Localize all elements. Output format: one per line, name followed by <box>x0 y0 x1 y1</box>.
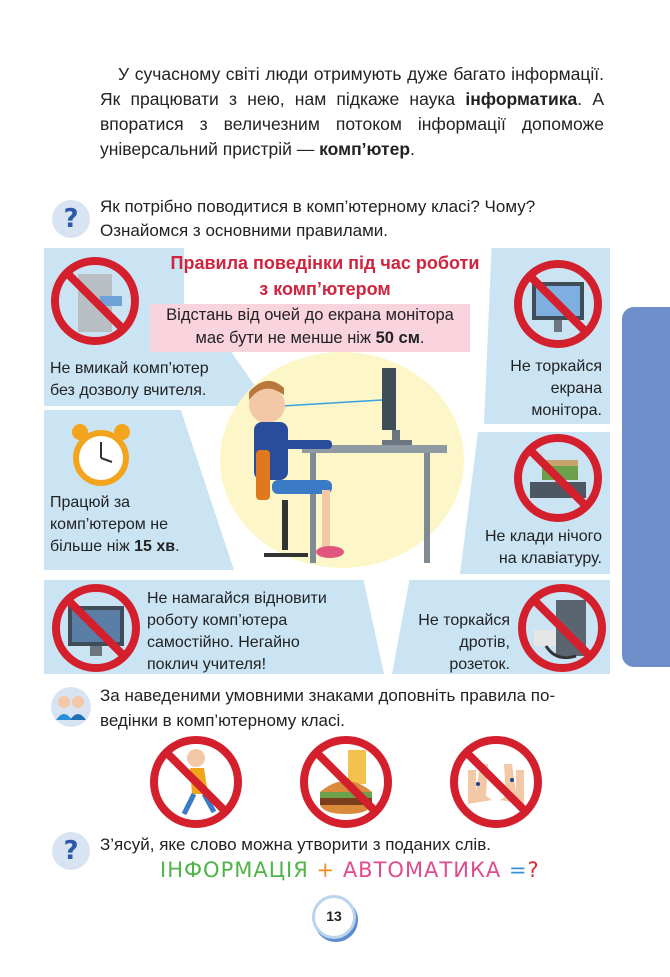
question-1 <box>100 195 610 243</box>
no-touch-screen-sign-icon <box>512 258 604 350</box>
rule-3-period: . <box>175 538 180 555</box>
no-dirty-hands-sign-icon <box>448 734 544 830</box>
no-items-on-keyboard-sign-icon <box>512 432 604 524</box>
rule-3-line-1: Працюй за <box>50 494 131 511</box>
question-mark: ? <box>527 858 540 882</box>
rule-6-line-2: дротів, <box>459 634 510 651</box>
word-informatsiia: ІНФОРМАЦІЯ <box>160 858 309 882</box>
alarm-clock-icon <box>66 418 136 494</box>
rules-title <box>140 250 510 302</box>
term-informatics: інформатика <box>465 89 578 109</box>
rule-3-line-2: комп’ютером не <box>50 516 168 533</box>
rule-4-line-2: на клавіатуру. <box>498 550 602 567</box>
no-repair-sign-icon <box>50 582 142 674</box>
rule-3-text: більше ніж <box>50 538 135 555</box>
task-2 <box>100 683 610 733</box>
rule-2-line-2: екрана <box>550 380 602 397</box>
question-icon: ? <box>52 200 90 238</box>
page-number: 13 <box>312 895 356 939</box>
intro-paragraph <box>100 62 604 162</box>
distance-text: має бути не менше ніж <box>195 329 376 347</box>
rule-6-line-3: розеток. <box>449 656 510 673</box>
rule-5-line-3: самостійно. Негайно <box>147 634 300 651</box>
rule-no-touch-screen <box>480 356 602 422</box>
distance-period: . <box>419 329 425 347</box>
intro-text-2: . А впоратися з величезним потоком інформації допоможе універсальний пристрій — <box>100 89 604 159</box>
rule-5-line-2: роботу комп’ютера <box>147 612 288 629</box>
rule-1-line-1: Не вмикай комп’ютер <box>50 360 209 377</box>
distance-rule-line-2 <box>150 327 470 350</box>
rule-no-wires <box>396 610 510 676</box>
task-2-line-1: За наведеними умовними знаками доповніть правила по- <box>100 686 556 705</box>
rule-1-line-2: без дозволу вчителя. <box>50 382 207 399</box>
rule-no-power-on <box>50 358 209 402</box>
side-tab <box>622 307 670 667</box>
no-power-on-sign-icon <box>50 256 140 346</box>
rule-4-line-1: Не клади нічого <box>484 528 602 545</box>
rule-no-repair <box>147 588 327 676</box>
rule-5-line-4: поклич учителя! <box>147 656 267 673</box>
word-avtomatyka: АВТОМАТИКА <box>342 858 502 882</box>
rule-2-line-1: Не торкайся <box>510 358 602 375</box>
rule-3-value: 15 хв <box>134 538 176 555</box>
rules-title-line-2: з комп’ютером <box>259 279 391 299</box>
no-running-sign-icon <box>148 734 244 830</box>
child-at-computer-illustration <box>212 340 472 580</box>
word-puzzle <box>160 858 560 882</box>
intro-text-1: У сучасному світі люди отримують дуже багато інформації. Як працювати з нею, нам підкаже наука <box>100 64 604 109</box>
question-icon-2: ? <box>52 832 90 870</box>
rule-6-line-1: Не торкайся <box>418 612 510 629</box>
pair-work-icon <box>50 686 92 728</box>
distance-rule <box>150 304 470 352</box>
plus-sign: + <box>316 858 336 882</box>
task-3: З’ясуй, яке слово можна утворити з поданих слів. <box>100 835 491 854</box>
term-computer: комп’ютер <box>319 139 411 159</box>
intro-text-3: . <box>410 139 415 159</box>
equals-sign: = <box>508 858 528 882</box>
distance-value: 50 см <box>375 329 420 347</box>
rule-time-limit <box>50 492 180 558</box>
no-food-drink-sign-icon <box>298 734 394 830</box>
rule-no-items-keyboard <box>440 526 602 570</box>
rule-3-line-3 <box>50 536 180 558</box>
rules-title-line-1: Правила поведінки під час роботи <box>170 253 480 273</box>
question-1-line-1: Як потрібно поводитися в комп’ютерному класі? Чому? <box>100 197 536 216</box>
rule-2-line-3: монітора. <box>531 402 602 419</box>
rule-5-line-1: Не намагайся відновити <box>147 590 327 607</box>
question-1-line-2: Ознайомся з основними правилами. <box>100 221 388 240</box>
no-wires-sign-icon <box>516 582 608 674</box>
task-2-line-2: ведінки в комп’ютерному класі. <box>100 711 345 730</box>
distance-rule-line-1: Відстань від очей до екрана монітора <box>166 306 454 324</box>
